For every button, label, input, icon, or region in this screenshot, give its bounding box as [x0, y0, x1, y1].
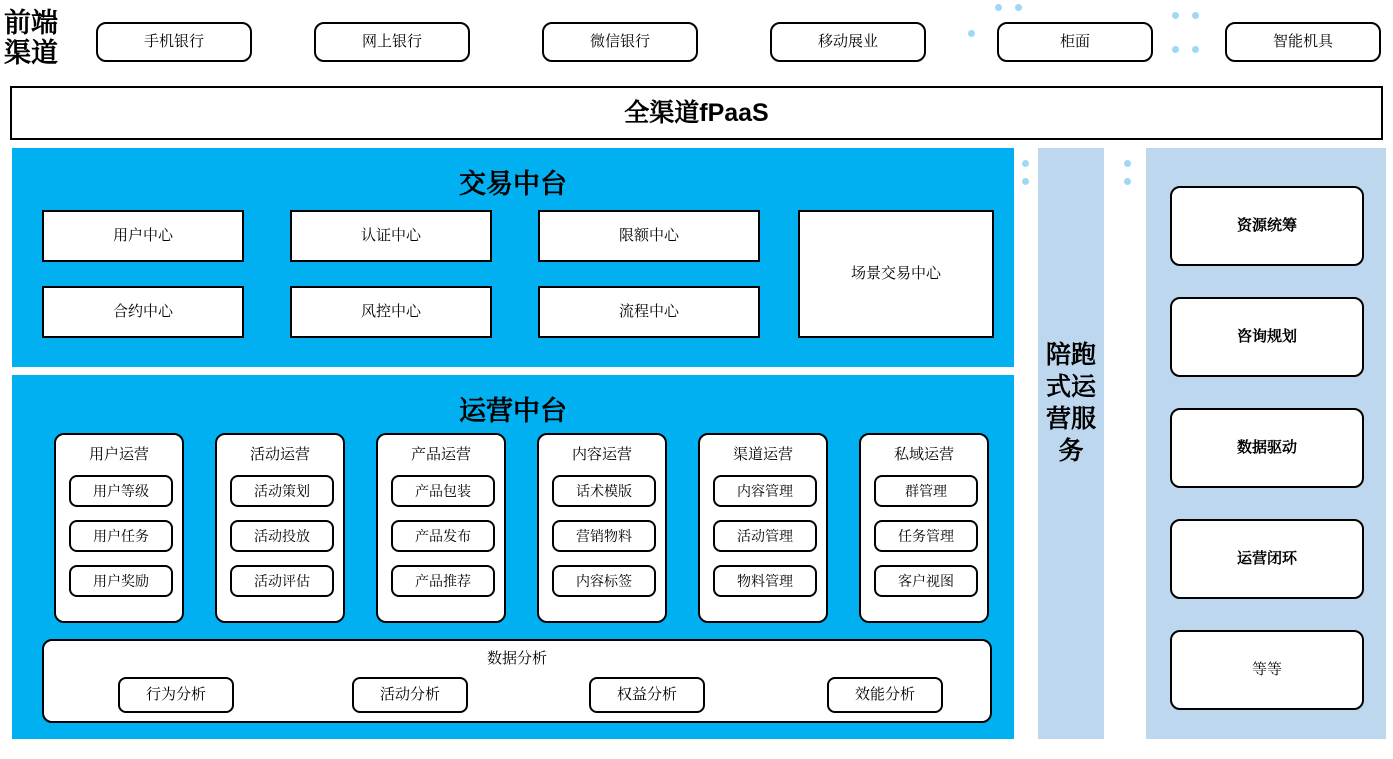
- service-item-operation-closed-loop[interactable]: 运营闭环: [1170, 519, 1364, 599]
- analysis-item-efficiency[interactable]: 效能分析: [827, 677, 943, 713]
- omnichannel-fpaas-bar[interactable]: 全渠道fPaaS: [10, 86, 1383, 140]
- ops-group-title: 渠道运营: [732, 446, 793, 463]
- ops-item-script-template[interactable]: 话术模版: [552, 475, 656, 507]
- ops-item-product-packaging[interactable]: 产品包装: [391, 475, 495, 507]
- trade-item-process-center[interactable]: 流程中心: [538, 286, 760, 338]
- trade-item-contract-center[interactable]: 合约中心: [42, 286, 244, 338]
- ops-item-content-management[interactable]: 内容管理: [713, 475, 817, 507]
- ops-item-user-reward[interactable]: 用户奖励: [69, 565, 173, 597]
- accompanying-operation-service-column: [1038, 148, 1104, 739]
- trade-item-limit-center[interactable]: 限额中心: [538, 210, 760, 262]
- service-capability-panel: [1146, 148, 1386, 739]
- trade-item-auth-center[interactable]: 认证中心: [290, 210, 492, 262]
- service-item-resource-coordination[interactable]: 资源统筹: [1170, 186, 1364, 266]
- ops-item-asset-management[interactable]: 物料管理: [713, 565, 817, 597]
- ops-item-customer-view[interactable]: 客户视图: [874, 565, 978, 597]
- channel-item-wechat-bank[interactable]: 微信银行: [542, 22, 698, 62]
- frontend-channel-label-line2: 渠道: [4, 38, 58, 68]
- ops-group-title: 用户运营: [88, 446, 149, 463]
- service-item-etc[interactable]: 等等: [1170, 630, 1364, 710]
- service-item-data-driven[interactable]: 数据驱动: [1170, 408, 1364, 488]
- ops-group-activity-operation: [215, 433, 345, 623]
- frontend-channel-row: [0, 8, 1393, 68]
- ops-item-marketing-assets[interactable]: 营销物料: [552, 520, 656, 552]
- analysis-item-behavior[interactable]: 行为分析: [118, 677, 234, 713]
- trade-item-risk-center[interactable]: 风控中心: [290, 286, 492, 338]
- ops-group-title: 私域运营: [893, 446, 954, 463]
- data-analysis-group: [42, 639, 992, 723]
- frontend-channel-label: [4, 8, 84, 68]
- decorative-dot: [1022, 160, 1029, 167]
- ops-group-private-domain-operation: [859, 433, 989, 623]
- operation-platform-title: 运营中台: [459, 396, 567, 426]
- ops-group-product-operation: [376, 433, 506, 623]
- trade-middle-platform-panel: [12, 148, 1014, 367]
- channel-item-counter[interactable]: 柜面: [997, 22, 1153, 62]
- decorative-dot: [1124, 178, 1131, 185]
- ops-item-product-release[interactable]: 产品发布: [391, 520, 495, 552]
- ops-group-title: 活动运营: [249, 446, 310, 463]
- channel-item-smart-device[interactable]: 智能机具: [1225, 22, 1381, 62]
- channel-item-mobile-biz[interactable]: 移动展业: [770, 22, 926, 62]
- ops-group-title: 产品运营: [410, 446, 471, 463]
- ops-group-user-operation: [54, 433, 184, 623]
- ops-item-user-task[interactable]: 用户任务: [69, 520, 173, 552]
- channel-item-mobile-bank[interactable]: 手机银行: [96, 22, 252, 62]
- trade-item-scene-trade-center[interactable]: 场景交易中心: [798, 210, 994, 338]
- data-analysis-title: 数据分析: [486, 650, 547, 667]
- decorative-dot: [1022, 178, 1029, 185]
- ops-item-activity-launch[interactable]: 活动投放: [230, 520, 334, 552]
- analysis-item-activity[interactable]: 活动分析: [352, 677, 468, 713]
- ops-item-product-recommend[interactable]: 产品推荐: [391, 565, 495, 597]
- trade-item-user-center[interactable]: 用户中心: [42, 210, 244, 262]
- analysis-item-benefit[interactable]: 权益分析: [589, 677, 705, 713]
- ops-item-activity-review[interactable]: 活动评估: [230, 565, 334, 597]
- ops-item-activity-planning[interactable]: 活动策划: [230, 475, 334, 507]
- frontend-channel-label-line1: 前端: [4, 8, 58, 38]
- ops-item-task-management[interactable]: 任务管理: [874, 520, 978, 552]
- ops-item-group-management[interactable]: 群管理: [874, 475, 978, 507]
- ops-item-user-level[interactable]: 用户等级: [69, 475, 173, 507]
- service-item-consulting-planning[interactable]: 咨询规划: [1170, 297, 1364, 377]
- channel-item-online-bank[interactable]: 网上银行: [314, 22, 470, 62]
- ops-group-content-operation: [537, 433, 667, 623]
- trade-platform-title: 交易中台: [459, 169, 567, 199]
- ops-item-content-tag[interactable]: 内容标签: [552, 565, 656, 597]
- ops-group-title: 内容运营: [571, 446, 632, 463]
- operation-middle-platform-panel: [12, 375, 1014, 739]
- ops-group-channel-operation: [698, 433, 828, 623]
- ops-item-activity-management[interactable]: 活动管理: [713, 520, 817, 552]
- accompanying-operation-service-label: 陪跑式运营服务: [1045, 342, 1096, 465]
- decorative-dot: [1124, 160, 1131, 167]
